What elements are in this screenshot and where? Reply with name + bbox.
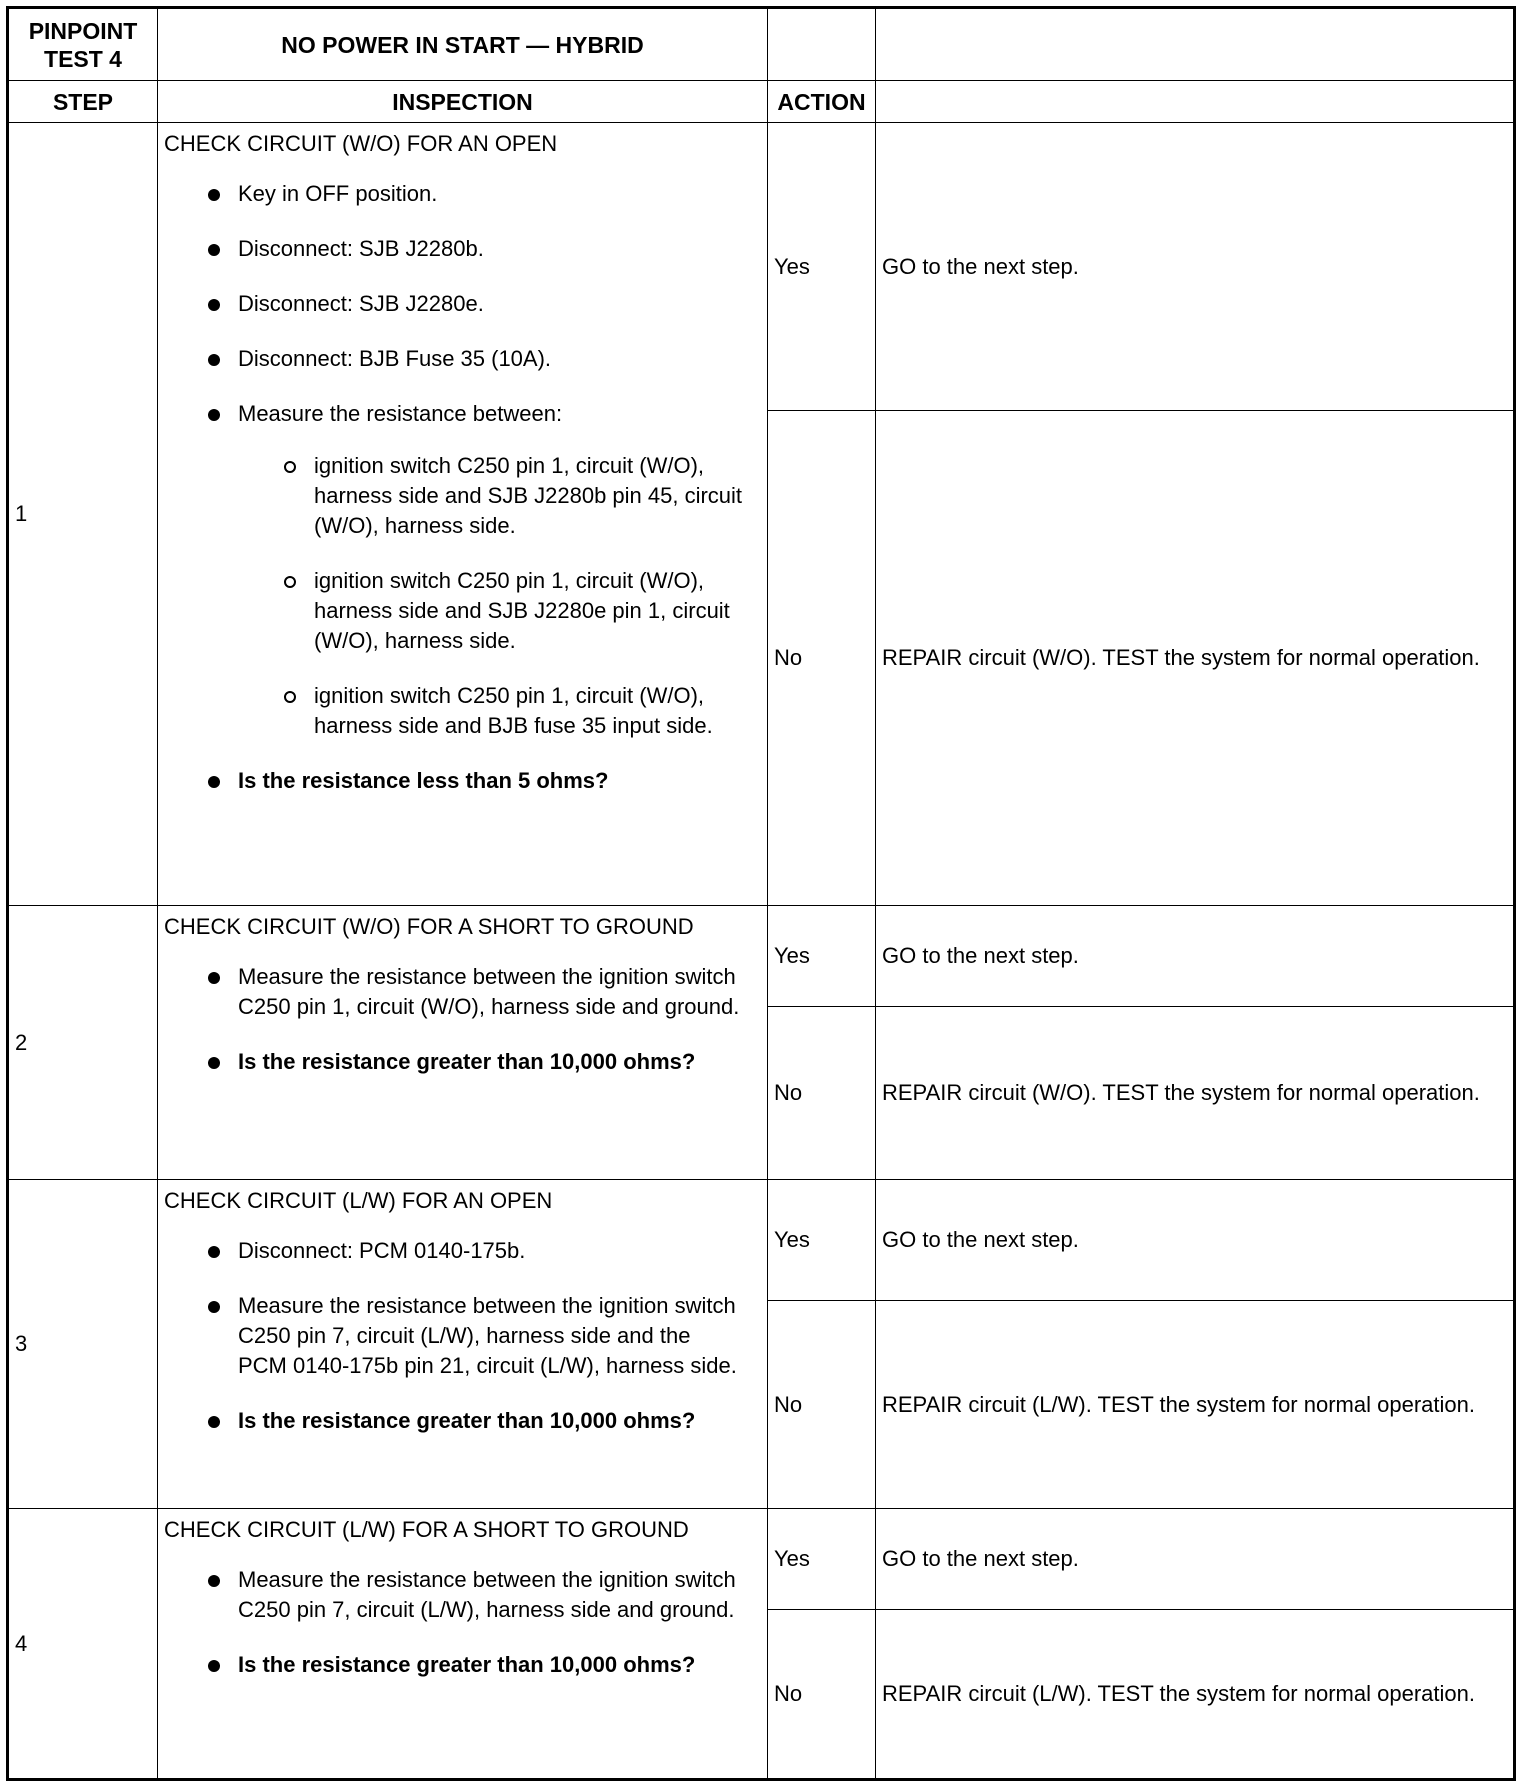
inspection-subbullet-list bbox=[238, 451, 743, 741]
inspection-bullet: Measure the resistance between the ignition switch C250 pin 7, circuit (L/W), harness side and the PCM 0140-175b pin 21, circuit (L/W), harness side. bbox=[208, 1291, 743, 1381]
inspection-bullet: Key in OFF position. bbox=[208, 179, 743, 209]
step-inspection bbox=[158, 1509, 768, 1780]
inspection-bullet: Measure the resistance between the ignition switch C250 pin 7, circuit (L/W), harness side and ground. bbox=[208, 1565, 743, 1625]
answer-no: No bbox=[768, 1610, 876, 1780]
pinpoint-test-table bbox=[6, 6, 1516, 1781]
step-number: 1 bbox=[8, 123, 158, 906]
answer-no: No bbox=[768, 411, 876, 906]
inspection-bullet: Disconnect: SJB J2280e. bbox=[208, 289, 743, 319]
table-title-row bbox=[8, 8, 1515, 81]
answer-no: No bbox=[768, 1007, 876, 1180]
inspection-bullet bbox=[208, 399, 743, 741]
inspection-bullet: Disconnect: BJB Fuse 35 (10A). bbox=[208, 344, 743, 374]
action-no: REPAIR circuit (W/O). TEST the system for normal operation. bbox=[876, 1007, 1515, 1180]
inspection-question: Is the resistance less than 5 ohms? bbox=[208, 766, 743, 796]
step-number: 4 bbox=[8, 1509, 158, 1780]
action-no: REPAIR circuit (L/W). TEST the system for normal operation. bbox=[876, 1301, 1515, 1509]
inspection-subbullet: ignition switch C250 pin 1, circuit (W/O), harness side and BJB fuse 35 input side. bbox=[284, 681, 743, 741]
inspection-subbullet: ignition switch C250 pin 1, circuit (W/O), harness side and SJB J2280b pin 45, circuit (W/O), harness side. bbox=[284, 451, 743, 541]
inspection-bullet: Disconnect: PCM 0140-175b. bbox=[208, 1236, 743, 1266]
action-no: REPAIR circuit (L/W). TEST the system for normal operation. bbox=[876, 1610, 1515, 1780]
inspection-bullet-list bbox=[164, 1565, 743, 1680]
action-no: REPAIR circuit (W/O). TEST the system for normal operation. bbox=[876, 411, 1515, 906]
answer-yes: Yes bbox=[768, 1180, 876, 1301]
action-yes: GO to the next step. bbox=[876, 1180, 1515, 1301]
step-number: 2 bbox=[8, 906, 158, 1180]
answer-no: No bbox=[768, 1301, 876, 1509]
step-title: CHECK CIRCUIT (W/O) FOR A SHORT TO GROUND bbox=[164, 914, 694, 939]
header-empty-cell bbox=[768, 8, 876, 81]
action-yes: GO to the next step. bbox=[876, 123, 1515, 411]
answer-yes: Yes bbox=[768, 1509, 876, 1610]
header-empty-cell bbox=[876, 81, 1515, 123]
inspection-bullet-list bbox=[164, 179, 743, 796]
column-header-action: ACTION bbox=[768, 81, 876, 123]
header-empty-cell bbox=[876, 8, 1515, 81]
inspection-bullet-list bbox=[164, 1236, 743, 1436]
step-inspection bbox=[158, 906, 768, 1180]
inspection-subbullet: ignition switch C250 pin 1, circuit (W/O), harness side and SJB J2280e pin 1, circuit (W/O), harness side. bbox=[284, 566, 743, 656]
step-inspection bbox=[158, 1180, 768, 1509]
action-yes: GO to the next step. bbox=[876, 1509, 1515, 1610]
step-row bbox=[8, 906, 1515, 1007]
inspection-question: Is the resistance greater than 10,000 ohms? bbox=[208, 1650, 743, 1680]
inspection-question: Is the resistance greater than 10,000 ohms? bbox=[208, 1047, 743, 1077]
step-inspection bbox=[158, 123, 768, 906]
column-header-row bbox=[8, 81, 1515, 123]
step-title: CHECK CIRCUIT (W/O) FOR AN OPEN bbox=[164, 131, 558, 156]
inspection-bullet-text: Measure the resistance between: bbox=[238, 401, 563, 426]
inspection-bullet: Measure the resistance between the ignition switch C250 pin 1, circuit (W/O), harness side and ground. bbox=[208, 962, 743, 1022]
action-yes: GO to the next step. bbox=[876, 906, 1515, 1007]
step-row bbox=[8, 123, 1515, 411]
pinpoint-test-label: PINPOINT TEST 4 bbox=[8, 8, 158, 81]
column-header-inspection: INSPECTION bbox=[158, 81, 768, 123]
inspection-bullet: Disconnect: SJB J2280b. bbox=[208, 234, 743, 264]
answer-yes: Yes bbox=[768, 123, 876, 411]
inspection-bullet-list bbox=[164, 962, 743, 1077]
step-row bbox=[8, 1509, 1515, 1610]
step-title: CHECK CIRCUIT (L/W) FOR A SHORT TO GROUND bbox=[164, 1517, 689, 1542]
inspection-question: Is the resistance greater than 10,000 ohms? bbox=[208, 1406, 743, 1436]
column-header-step: STEP bbox=[8, 81, 158, 123]
step-row bbox=[8, 1180, 1515, 1301]
pinpoint-test-title: NO POWER IN START — HYBRID bbox=[158, 8, 768, 81]
step-title: CHECK CIRCUIT (L/W) FOR AN OPEN bbox=[164, 1188, 553, 1213]
answer-yes: Yes bbox=[768, 906, 876, 1007]
step-number: 3 bbox=[8, 1180, 158, 1509]
